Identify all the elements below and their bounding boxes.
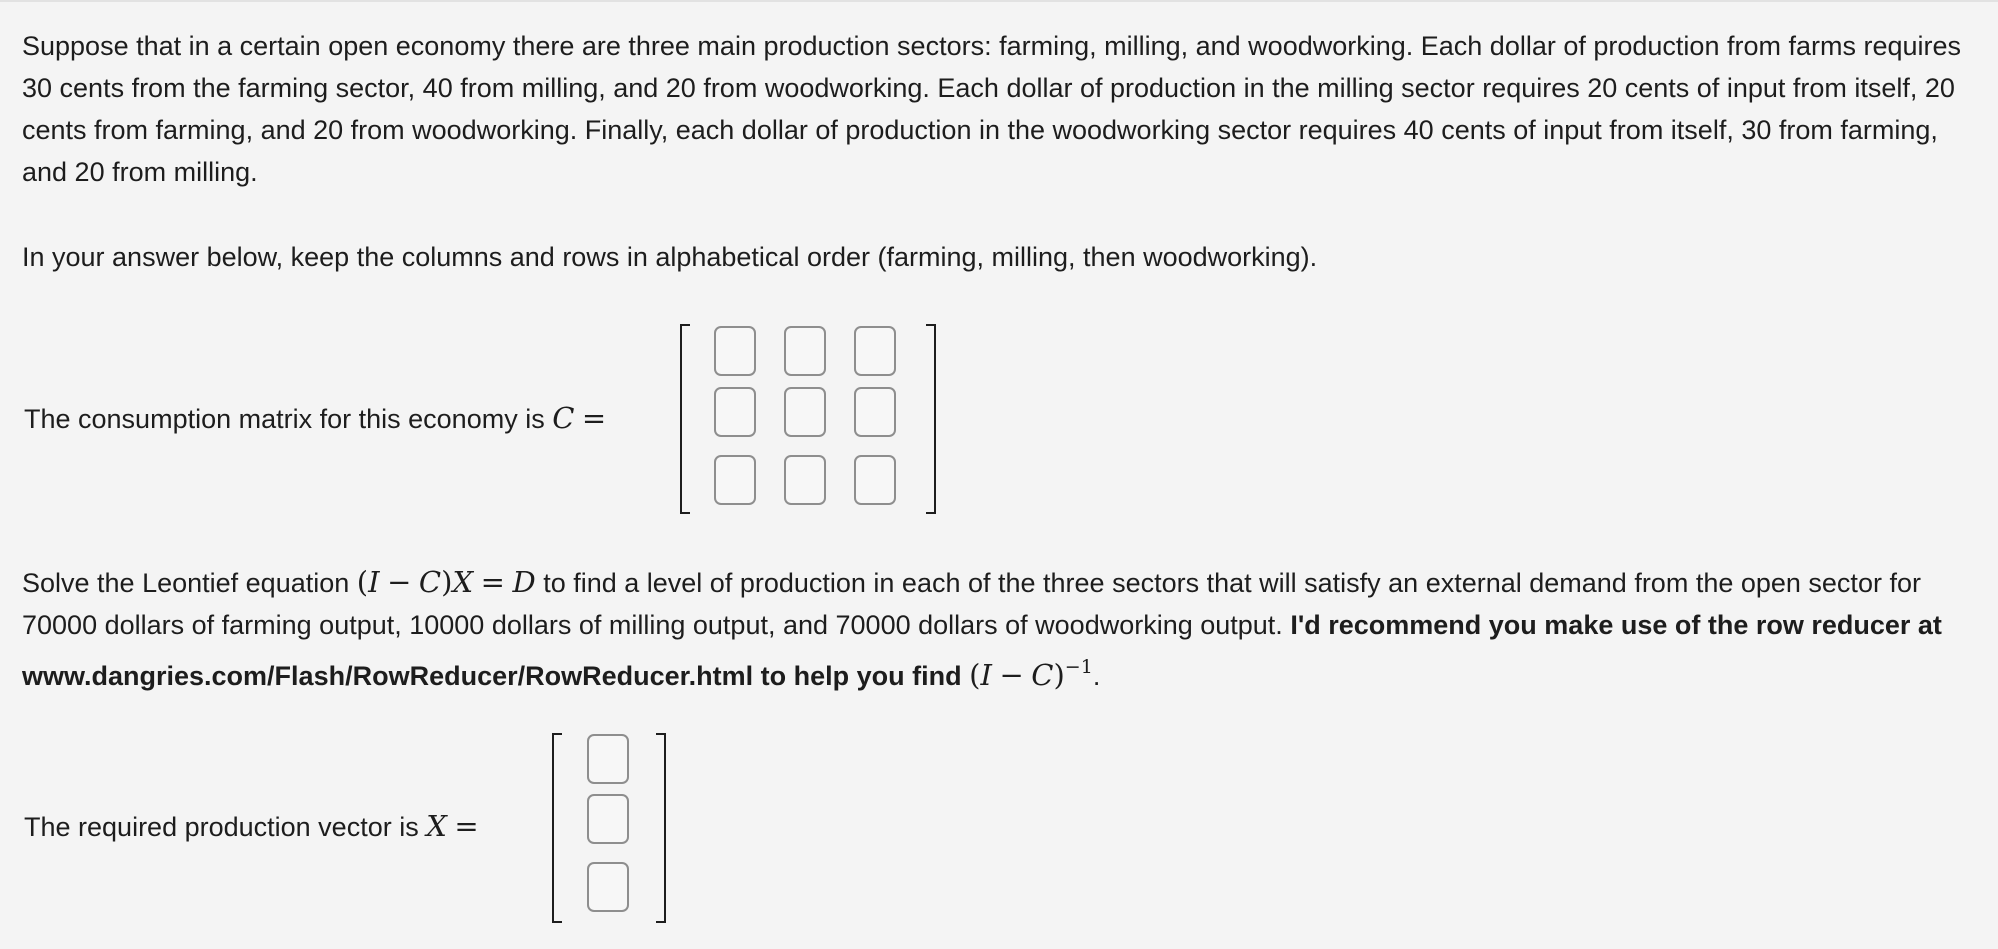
consumption-cell-1-3[interactable] <box>854 326 896 376</box>
consumption-cell-3-3[interactable] <box>854 455 896 505</box>
equals-sign: = <box>581 401 607 435</box>
leontief-rest: to find a level of production in each of the three sectors that will satisfy an external demand from the open sector for 70000 dollars of farming output, 10000 dollars of milling output, and 70000 dollars of woodworking output. <box>22 568 1921 640</box>
matrix-right-bracket <box>926 324 936 514</box>
equals-sign-2: = <box>454 809 479 843</box>
x-symbol: X <box>426 809 447 843</box>
top-divider <box>0 0 1998 2</box>
consumption-cell-2-1[interactable] <box>714 387 756 437</box>
matrix-left-bracket <box>680 324 690 514</box>
production-label-text: The required production vector is <box>24 812 427 842</box>
instruction-paragraph: In your answer below, keep the columns and rows in alphabetical order (farming, milling, then woodworking). <box>22 242 1318 272</box>
consumption-cell-2-3[interactable] <box>854 387 896 437</box>
leontief-paragraph: Solve the Leontief equation (I − C)X = D to find a level of production in each of the three sectors that will satisfy an external demand from the open sector for 70000 dollars of farming output, 10000 dollars of milling output, and 70000 dollars of woodworking output. I'd recommend you make use of the row reducer at www.dangries.com/Flash/RowReducer/RowReducer.html to help you find $(I - C)^{-1}$. <box>22 565 1942 692</box>
consumption-label-text: The consumption matrix for this economy is <box>24 404 553 434</box>
vector-right-bracket <box>656 733 666 923</box>
consumption-cell-1-1[interactable] <box>714 326 756 376</box>
production-cell-2[interactable] <box>587 794 629 844</box>
problem-paragraph: Suppose that in a certain open economy there are three main production sectors: farming, milling, and woodworking. Each dollar of production from farms requires 30 cents from the farming sector, 40 from milling, and 20 from woodworking. Each dollar of production in the milling sector requires 20 cents of input from itself, 20 cents from farming, and 20 from woodworking. Finally, each dollar of production in the woodworking sector requires 40 cents of input from itself, 30 from farming, and 20 from milling. <box>22 31 1962 187</box>
consumption-cell-3-1[interactable] <box>714 455 756 505</box>
leontief-intro: Solve the Leontief equation <box>22 568 357 598</box>
row-reducer-recommendation: I'd recommend you make use of the row reducer at www.dangries.com/Flash/RowReducer/RowReducer.html to help you find <box>22 610 1942 691</box>
vector-left-bracket <box>552 733 562 923</box>
consumption-cell-3-2[interactable] <box>784 455 826 505</box>
inverse-exponent: −1 <box>1064 656 1093 678</box>
production-cell-3[interactable] <box>587 862 629 912</box>
c-symbol: C <box>552 401 575 435</box>
consumption-cell-1-2[interactable] <box>784 326 826 376</box>
consumption-matrix-label <box>24 401 606 436</box>
production-vector-label <box>24 809 479 844</box>
consumption-cell-2-2[interactable] <box>784 387 826 437</box>
production-cell-1[interactable] <box>587 734 629 784</box>
